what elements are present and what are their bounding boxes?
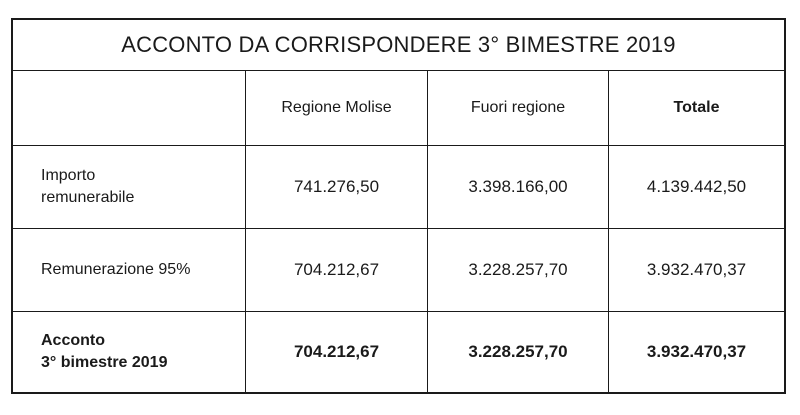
header-regione-molise: Regione Molise	[246, 71, 428, 146]
table-title: ACCONTO DA CORRISPONDERE 3° BIMESTRE 2019	[13, 20, 784, 71]
header-totale: Totale	[609, 71, 784, 146]
cell-remunerazione-fuori: 3.228.257,70	[428, 229, 609, 312]
row-label-acconto	[13, 312, 246, 392]
row-label-line2: 3° bimestre 2019	[41, 354, 168, 371]
header-fuori-regione: Fuori regione	[428, 71, 609, 146]
cell-acconto-fuori: 3.228.257,70	[428, 312, 609, 392]
row-label-remunerazione	[13, 229, 246, 312]
row-label-importo	[13, 146, 246, 229]
acconto-table	[11, 18, 786, 394]
cell-importo-molise: 741.276,50	[246, 146, 428, 229]
header-empty-cell	[13, 71, 246, 146]
cell-acconto-molise: 704.212,67	[246, 312, 428, 392]
row-label-line2: remunerabile	[41, 189, 135, 206]
cell-importo-totale: 4.139.442,50	[609, 146, 784, 229]
cell-remunerazione-totale: 3.932.470,37	[609, 229, 784, 312]
row-label-line1: Remunerazione 95%	[41, 261, 191, 279]
cell-remunerazione-molise: 704.212,67	[246, 229, 428, 312]
row-label-line1: Acconto	[41, 332, 105, 350]
row-label-line1: Importo	[41, 167, 96, 185]
cell-importo-fuori: 3.398.166,00	[428, 146, 609, 229]
cell-acconto-totale: 3.932.470,37	[646, 341, 747, 361]
table-grid	[13, 71, 784, 392]
